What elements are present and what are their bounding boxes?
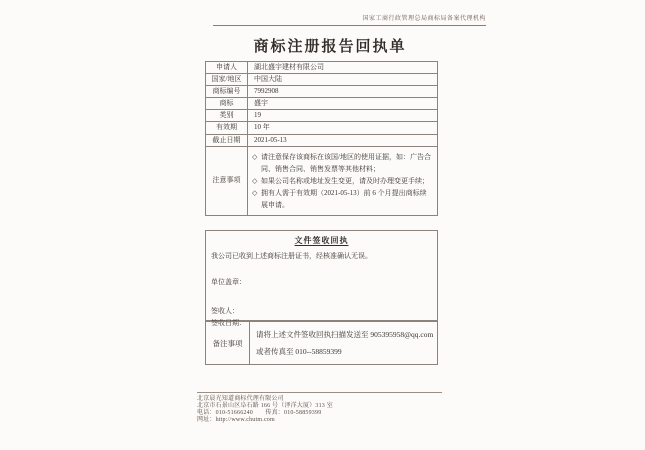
agency-note: 国家工商行政管理总局商标局备案代理机构 (213, 13, 486, 26)
table-row (206, 98, 438, 110)
notes-row (206, 146, 438, 215)
note-text: 如果公司名称或地址发生变更，请及时办理变更手续； (261, 176, 429, 185)
table-row (206, 122, 438, 134)
footer-address: 北京市石景山区阜石路 166 号（泽洋大厦）313 室 (197, 403, 333, 409)
row-label: 有效期 (206, 122, 248, 134)
row-value: 盛宇 (248, 98, 438, 110)
footer-website: 网址：http://www.chutm.com (197, 417, 275, 423)
row-label: 类别 (206, 110, 248, 122)
receipt-statement: 我公司已收到上述商标注册证书，经核准确认无误。 (211, 252, 372, 260)
note-text: 请注意保存该商标在该国/地区的使用证据，如：广告合同、销售合同、销售发票等其他材料； (261, 152, 431, 173)
table-row (206, 110, 438, 122)
row-value: 10 年 (248, 122, 438, 134)
row-label: 商标 (206, 98, 248, 110)
note-item (252, 151, 432, 175)
diamond-bullet-icon: ◇ (252, 176, 258, 185)
sign-date-label: 签收日期： (211, 319, 246, 328)
row-label: 截止日期 (206, 134, 248, 146)
remarks-label: 备注事项 (206, 322, 250, 365)
note-item (252, 175, 432, 187)
row-label: 国家/地区 (206, 74, 248, 86)
signer-label: 签收人： (211, 307, 239, 316)
notes-list (248, 146, 438, 215)
note-item (252, 187, 432, 211)
remarks-row (206, 322, 438, 365)
seal-label: 单位盖章： (211, 278, 246, 287)
remarks-table (205, 321, 438, 365)
remarks-line-1: 请将上述文件签收回执扫描发送至 905395958@qq.com (256, 330, 434, 339)
row-label: 申请人 (206, 62, 248, 74)
row-value: 2021-05-13 (248, 134, 438, 146)
row-value: 中国大陆 (248, 74, 438, 86)
receipt-title: 文件签收回执 (294, 236, 349, 245)
note-text: 拥有人需于有效期（2021-05-13）前 6 个月提出商标续展申请。 (261, 188, 427, 209)
remarks-value (250, 322, 438, 365)
diamond-bullet-icon: ◇ (252, 188, 258, 197)
diamond-bullet-icon: ◇ (252, 152, 258, 161)
footer-company: 北京晨光知道商标代理有限公司 (197, 396, 284, 402)
remarks-line-2: 或者传真至 010--58859399 (256, 347, 342, 356)
table-row (206, 134, 438, 146)
notes-label: 注意事项 (206, 146, 248, 215)
row-value: 19 (248, 110, 438, 122)
info-table (205, 61, 438, 216)
row-label: 商标编号 (206, 86, 248, 98)
page-title: 商标注册报告回执单 (253, 39, 407, 55)
row-value: 湖北盛宇建材有限公司 (248, 62, 438, 74)
table-row (206, 62, 438, 74)
table-row (206, 86, 438, 98)
receipt-section (205, 230, 438, 328)
row-value: 7992908 (248, 86, 438, 98)
footer-phone: 电话：010-51666240 传真：010-58859399 (197, 410, 322, 416)
table-row (206, 74, 438, 86)
footer-block (197, 392, 442, 424)
